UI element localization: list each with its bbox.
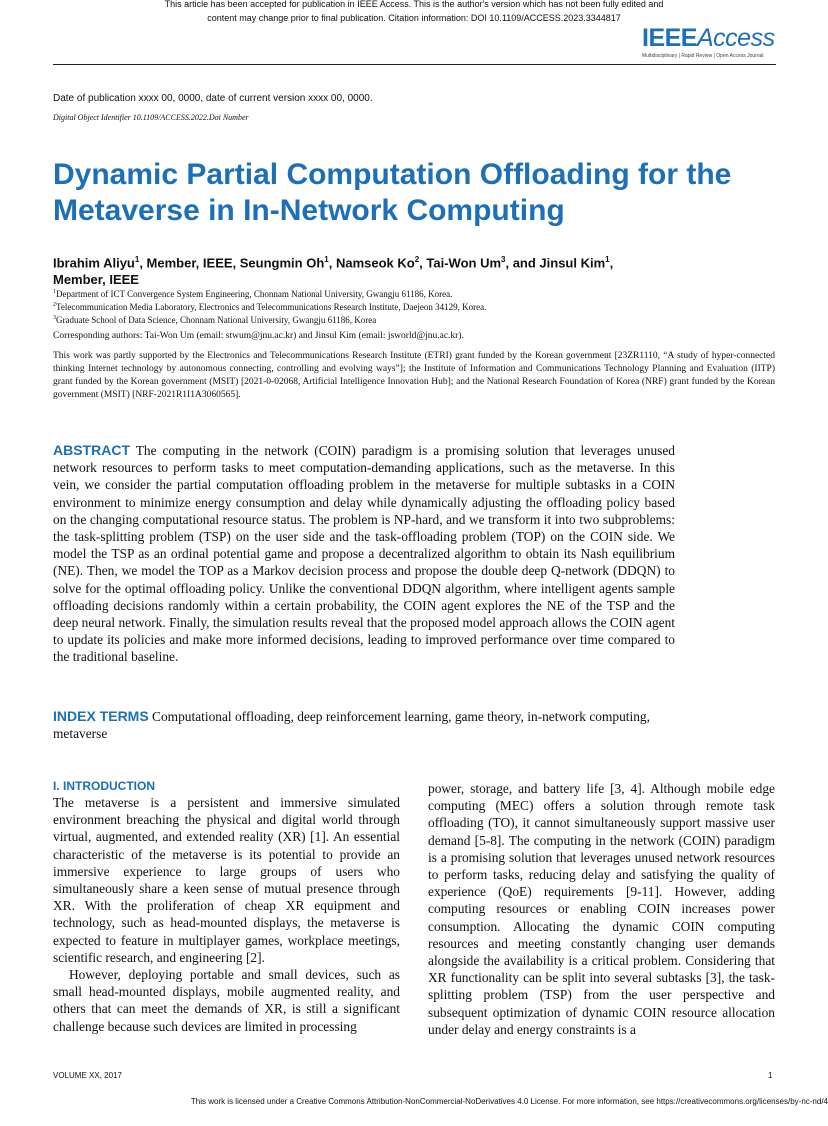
author-name: Seungmin Oh	[239, 255, 325, 271]
volume-label: VOLUME XX, 2017	[53, 1071, 122, 1080]
header-divider	[53, 64, 776, 65]
affiliation-marker: 1	[134, 255, 140, 264]
logo-access-text: Access	[696, 24, 775, 52]
page-number: 1	[768, 1071, 773, 1080]
author-separator: ,	[419, 255, 427, 271]
left-column	[53, 794, 400, 1035]
logo-tagline: Multidisciplinary | Rapid Review | Open Access Journal	[642, 53, 764, 59]
author-name: Namseok Ko	[335, 255, 415, 271]
index-terms	[53, 708, 675, 742]
affiliation-number: 3	[53, 315, 56, 321]
author-name: Ibrahim Aliyu	[53, 255, 135, 271]
doi-line: Digital Object Identifier 10.1109/ACCESS.2022.Doi Number	[53, 113, 249, 122]
logo-ieee-text: IEEE	[642, 24, 697, 52]
author-separator: ,	[328, 255, 336, 271]
abstract-label: ABSTRACT	[53, 442, 130, 458]
affiliation-text: Graduate School of Data Science, Chonnam National University, Gwangju 61186, Korea	[56, 315, 377, 325]
index-terms-label: INDEX TERMS	[53, 708, 149, 724]
intro-paragraph-1: The metaverse is a persistent and immersive simulated environment breaching the physical and digital world through virtual, augmented, and extended reality (XR) [1]. An essential characteristic of the metaverse is its potential to provide an immersive experience to large groups of users who simultaneously share a keen sense of mutual presence through XR. With the proliferation of cheap XR equipment and technology, such as head-mounted displays, the metaverse is expected to feature in multiplayer games, workplace meetings, scientific research, and engineering [2].	[53, 795, 400, 965]
affiliation-number: 2	[53, 302, 56, 308]
paper-title: Dynamic Partial Computation Offloading for the Metaverse in In-Network Computing	[53, 158, 732, 227]
author-separator: , Member, IEEE,	[139, 255, 240, 271]
author-name: Jinsul Kim	[539, 255, 606, 271]
abstract	[53, 442, 675, 666]
funding-statement: This work was partly supported by the Electronics and Telecommunications Research Institute (ETRI) grant funded by the Korean government [23ZR1110, “A study of hyper-connected thinking Internet technology by autonomous connecting, controlling and evolving ways”]; the Institute of Information and Communications Technology Planning and Evaluation (IITP) grant funded by the Korean government (MSIT) [2021-0-02068, Artificial Intelligence Innovation Hub]; and the National Research Foundation of Korea (NRF) grant funded by the Korean government (MSIT) [NRF-2021R1I1A3060565].	[53, 351, 775, 400]
corresponding-authors: Corresponding authors: Tai-Won Um (email: stwum@jnu.ac.kr) and Jinsul Kim (email: jsworld@jnu.ac.kr).	[53, 331, 464, 341]
affiliation-marker: 2	[414, 255, 420, 264]
author-name: Tai-Won Um	[426, 255, 502, 271]
affiliation-marker: 3	[501, 255, 506, 264]
intro-paragraph-3: power, storage, and battery life [3, 4]. Although mobile edge computing (MEC) offers a solution through remote task offloading (TO), it cannot simultaneously support massive user demand [5-8]. The computing in the network (COIN) paradigm is a promising solution that leverages unused network resources to perform tasks, reducing delay and satisfying the quality of experience (QoE) requirements [9-11]. However, adding computing resources or enabling COIN increases power consumption. Allocating the dynamic COIN computing resources and meeting constantly changing user demands alongside the availability is a critical problem. Considering that XR functionality can be split into several subtasks [3], the task-splitting problem (TSP) from the user perspective and subsequent optimization of dynamic COIN resource allocation under delay and energy constraints is a	[428, 781, 775, 1037]
affiliation-number: 1	[53, 289, 56, 295]
intro-paragraph-2: However, deploying portable and small devices, such as small head-mounted displays, mobile augmented reality, and others that can meet the demands of XR, is still a significant challenge because such devices are limited in processing	[53, 967, 400, 1034]
abstract-text: The computing in the network (COIN) paradigm is a promising solution that leverages unused network resources to perform tasks to meet computation-demanding applications, such as the metaverse. In this vein, we consider the partial computation offloading problem in the metaverse for multiple subtasks in a COIN environment to minimize energy consumption and delay while dynamically adjusting the offloading policy based on the changing computational resource status. The problem is NP-hard, and we transform it into two subproblems: the task-splitting problem (TSP) on the user side and the task-offloading problem (TOP) on the COIN side. We model the TSP as an ordinal potential game and propose a decentralized algorithm to obtain its Nash equilibrium (NE). Then, we model the TOP as a Markov decision process and propose the double deep Q-network (DDQN) to solve for the optimal offloading policy. Unlike the conventional DDQN algorithm, where intelligent agents sample offloading decisions randomly within a certain probability, the COIN agent explores the NE of the TSP and the deep neural network. Finally, the simulation results reveal that the proposed model approach allows the COIN agent to update its policies and make more informed decisions, leading to improved performance over time compared to the traditional baseline.	[53, 443, 675, 665]
author-list	[53, 251, 653, 288]
publication-date: Date of publication xxxx 00, 0000, date of current version xxxx 00, 0000.	[53, 93, 373, 104]
affiliation-3	[53, 312, 376, 327]
author-separator: , and	[505, 255, 540, 271]
index-terms-text: Computational offloading, deep reinforcement learning, game theory, in-network computing, metaverse	[53, 709, 650, 742]
affiliation-marker: 1	[324, 255, 329, 264]
affiliation-text: Telecommunication Media Laboratory, Electronics and Telecommunications Research Institute, Daejeon 34129, Korea.	[56, 302, 487, 312]
section-heading-introduction: I. INTRODUCTION	[53, 779, 155, 793]
affiliation-text: Department of ICT Convergence System Engineering, Chonnam National University, Gwangju 61186, Korea.	[56, 289, 453, 299]
right-column	[428, 780, 775, 1038]
acceptance-notice-line-1: This article has been accepted for publication in IEEE Access. This is the author's version which has not been fully edited and	[164, 0, 664, 9]
ieee-access-logo	[642, 24, 778, 59]
license-notice: This work is licensed under a Creative Commons Attribution-NonCommercial-NoDerivatives 4.0 License. For more information, see https://creativecommons.org/licenses/by-nc-nd/4	[190, 1097, 828, 1106]
acceptance-notice-line-2: content may change prior to final publication. Citation information: DOI 10.1109/ACCESS.2023.3344817	[207, 13, 621, 23]
author-separator: , Member, IEEE	[53, 255, 614, 288]
affiliation-marker: 1	[605, 255, 610, 264]
